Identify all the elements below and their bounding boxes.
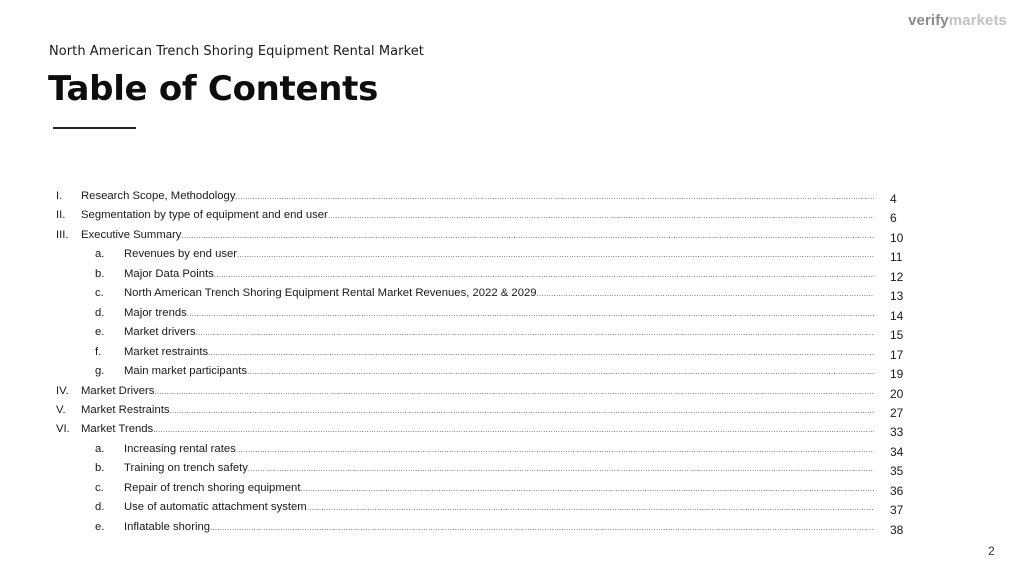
brand-logo-markets: markets <box>948 12 1007 29</box>
toc-entry-page: 6 <box>890 211 897 226</box>
toc-entry-label: Market drivers <box>124 326 196 339</box>
toc-entry-page: 33 <box>890 425 904 440</box>
toc-entry-number: II. <box>56 209 66 222</box>
report-subtitle: North American Trench Shoring Equipment Rental Market <box>49 44 424 59</box>
toc-entry-page: 20 <box>890 386 904 401</box>
dot-leader <box>187 309 874 318</box>
toc-entry[interactable] <box>0 480 1024 499</box>
toc-entry-title <box>81 423 874 435</box>
toc-entry-label: Market Restraints <box>81 403 170 416</box>
dot-leader <box>237 250 874 259</box>
toc-entry-title <box>124 501 874 513</box>
toc-entry[interactable] <box>0 499 1024 518</box>
dot-leader <box>328 211 874 220</box>
toc-entry[interactable] <box>0 305 1024 324</box>
toc-entry-label: Training on trench safety <box>124 462 248 475</box>
brand-logo <box>908 12 1007 29</box>
toc-entry[interactable] <box>0 246 1024 265</box>
toc-entry-number: e. <box>95 326 105 339</box>
toc-entry-page: 15 <box>890 328 904 343</box>
toc-entry-page: 10 <box>890 230 904 245</box>
page-number: 2 <box>988 544 995 558</box>
toc-entry-number: c. <box>95 481 104 494</box>
toc-entry-number: d. <box>95 306 105 319</box>
toc-entry-page: 38 <box>890 522 904 537</box>
toc-entry-number: b. <box>95 462 105 475</box>
toc-entry-label: Major trends <box>124 306 187 319</box>
toc-entry-title <box>81 190 874 202</box>
toc-entry-number: a. <box>95 442 105 455</box>
dot-leader <box>537 289 874 298</box>
toc-entry-page: 27 <box>890 405 904 420</box>
page-title: Table of Contents <box>48 69 379 109</box>
dot-leader <box>300 484 874 493</box>
toc-entry-number: c. <box>95 287 104 300</box>
toc-entry-title <box>124 346 874 358</box>
toc-entry-label: North American Trench Shoring Equipment Rental Market Revenues, 2022 & 2029 <box>124 287 537 300</box>
toc-entry[interactable] <box>0 285 1024 304</box>
toc-entry-title <box>124 521 874 533</box>
toc-entry-title <box>124 326 874 338</box>
toc-entry-title <box>124 365 874 377</box>
dot-leader <box>181 231 874 240</box>
toc-entry-label: Executive Summary <box>81 228 182 241</box>
toc-entry-page: 37 <box>890 503 904 518</box>
toc-entry-label: Repair of trench shoring equipment <box>124 481 301 494</box>
toc-entry-label: Market Drivers <box>81 384 155 397</box>
toc-entry-title <box>124 287 874 299</box>
dot-leader <box>307 503 874 512</box>
dot-leader <box>154 387 874 396</box>
toc-entry[interactable] <box>0 207 1024 226</box>
toc-entry[interactable] <box>0 402 1024 421</box>
toc-entry-title <box>81 385 874 397</box>
toc-entry-number: VI. <box>56 423 70 436</box>
dot-leader <box>210 523 874 532</box>
toc-entry-number: IV. <box>56 384 69 397</box>
dot-leader <box>214 270 874 279</box>
toc-entry-label: Segmentation by type of equipment and end user <box>81 209 328 222</box>
toc-entry-title <box>124 443 874 455</box>
toc-entry[interactable] <box>0 324 1024 343</box>
toc-entry-page: 12 <box>890 269 904 284</box>
dot-leader <box>247 367 874 376</box>
toc-entry-page: 14 <box>890 308 904 323</box>
toc-entry-label: Market restraints <box>124 345 209 358</box>
toc-entry-page: 35 <box>890 464 904 479</box>
toc-entry-label: Revenues by end user <box>124 248 238 261</box>
dot-leader <box>170 406 874 415</box>
dot-leader <box>248 464 874 473</box>
dot-leader <box>153 425 874 434</box>
toc-entry-number: g. <box>95 365 105 378</box>
toc-entry-title <box>124 307 874 319</box>
toc-entry-label: Market Trends <box>81 423 154 436</box>
toc-entry-label: Research Scope, Methodology <box>81 190 236 202</box>
toc-entry[interactable] <box>0 344 1024 363</box>
toc-entry[interactable] <box>0 383 1024 402</box>
toc-entry-page: 13 <box>890 289 904 304</box>
toc-entry-title <box>124 268 874 280</box>
toc-entry-label: Main market participants <box>124 365 248 378</box>
dot-leader <box>235 192 874 201</box>
toc-entry-number: I. <box>56 190 63 202</box>
toc-entry[interactable] <box>0 363 1024 382</box>
toc-entry[interactable] <box>0 227 1024 246</box>
brand-logo-verify: verify <box>908 12 949 29</box>
toc-entry-label: Use of automatic attachment system <box>124 501 307 514</box>
toc-entry-title <box>81 404 874 416</box>
toc-entry[interactable] <box>0 441 1024 460</box>
toc-entry-label: Inflatable shoring <box>124 520 211 533</box>
dot-leader <box>208 348 874 357</box>
toc-entry-title <box>124 462 874 474</box>
toc-entry-page: 17 <box>890 347 904 362</box>
toc-entry[interactable] <box>0 266 1024 285</box>
toc-entry-title <box>81 229 874 241</box>
toc-entry-title <box>81 209 874 221</box>
toc-entry-number: f. <box>95 345 102 358</box>
title-underline-divider <box>53 127 136 129</box>
toc-entry-page: 34 <box>890 444 904 459</box>
toc-entry-number: a. <box>95 248 105 261</box>
toc-entry-page: 4 <box>890 192 897 206</box>
toc-entry-page: 19 <box>890 367 904 382</box>
dot-leader <box>236 445 874 454</box>
toc-entry-number: e. <box>95 520 105 533</box>
toc-entry-number: V. <box>56 403 66 416</box>
toc-entry[interactable] <box>0 460 1024 479</box>
toc-entry-label: Increasing rental rates <box>124 442 236 455</box>
toc-entry-label: Major Data Points <box>124 267 214 280</box>
toc-entry-title <box>124 482 874 494</box>
toc-entry-title <box>124 248 874 260</box>
dot-leader <box>196 328 874 337</box>
toc-entry-page: 36 <box>890 483 904 498</box>
toc-entry-page: 11 <box>890 250 903 265</box>
toc-entry-number: III. <box>56 228 69 241</box>
toc-entry[interactable] <box>0 519 1024 538</box>
toc-entry-number: d. <box>95 501 105 514</box>
toc-entry[interactable] <box>0 188 1024 207</box>
toc-entry-number: b. <box>95 267 105 280</box>
toc-entry[interactable] <box>0 421 1024 440</box>
